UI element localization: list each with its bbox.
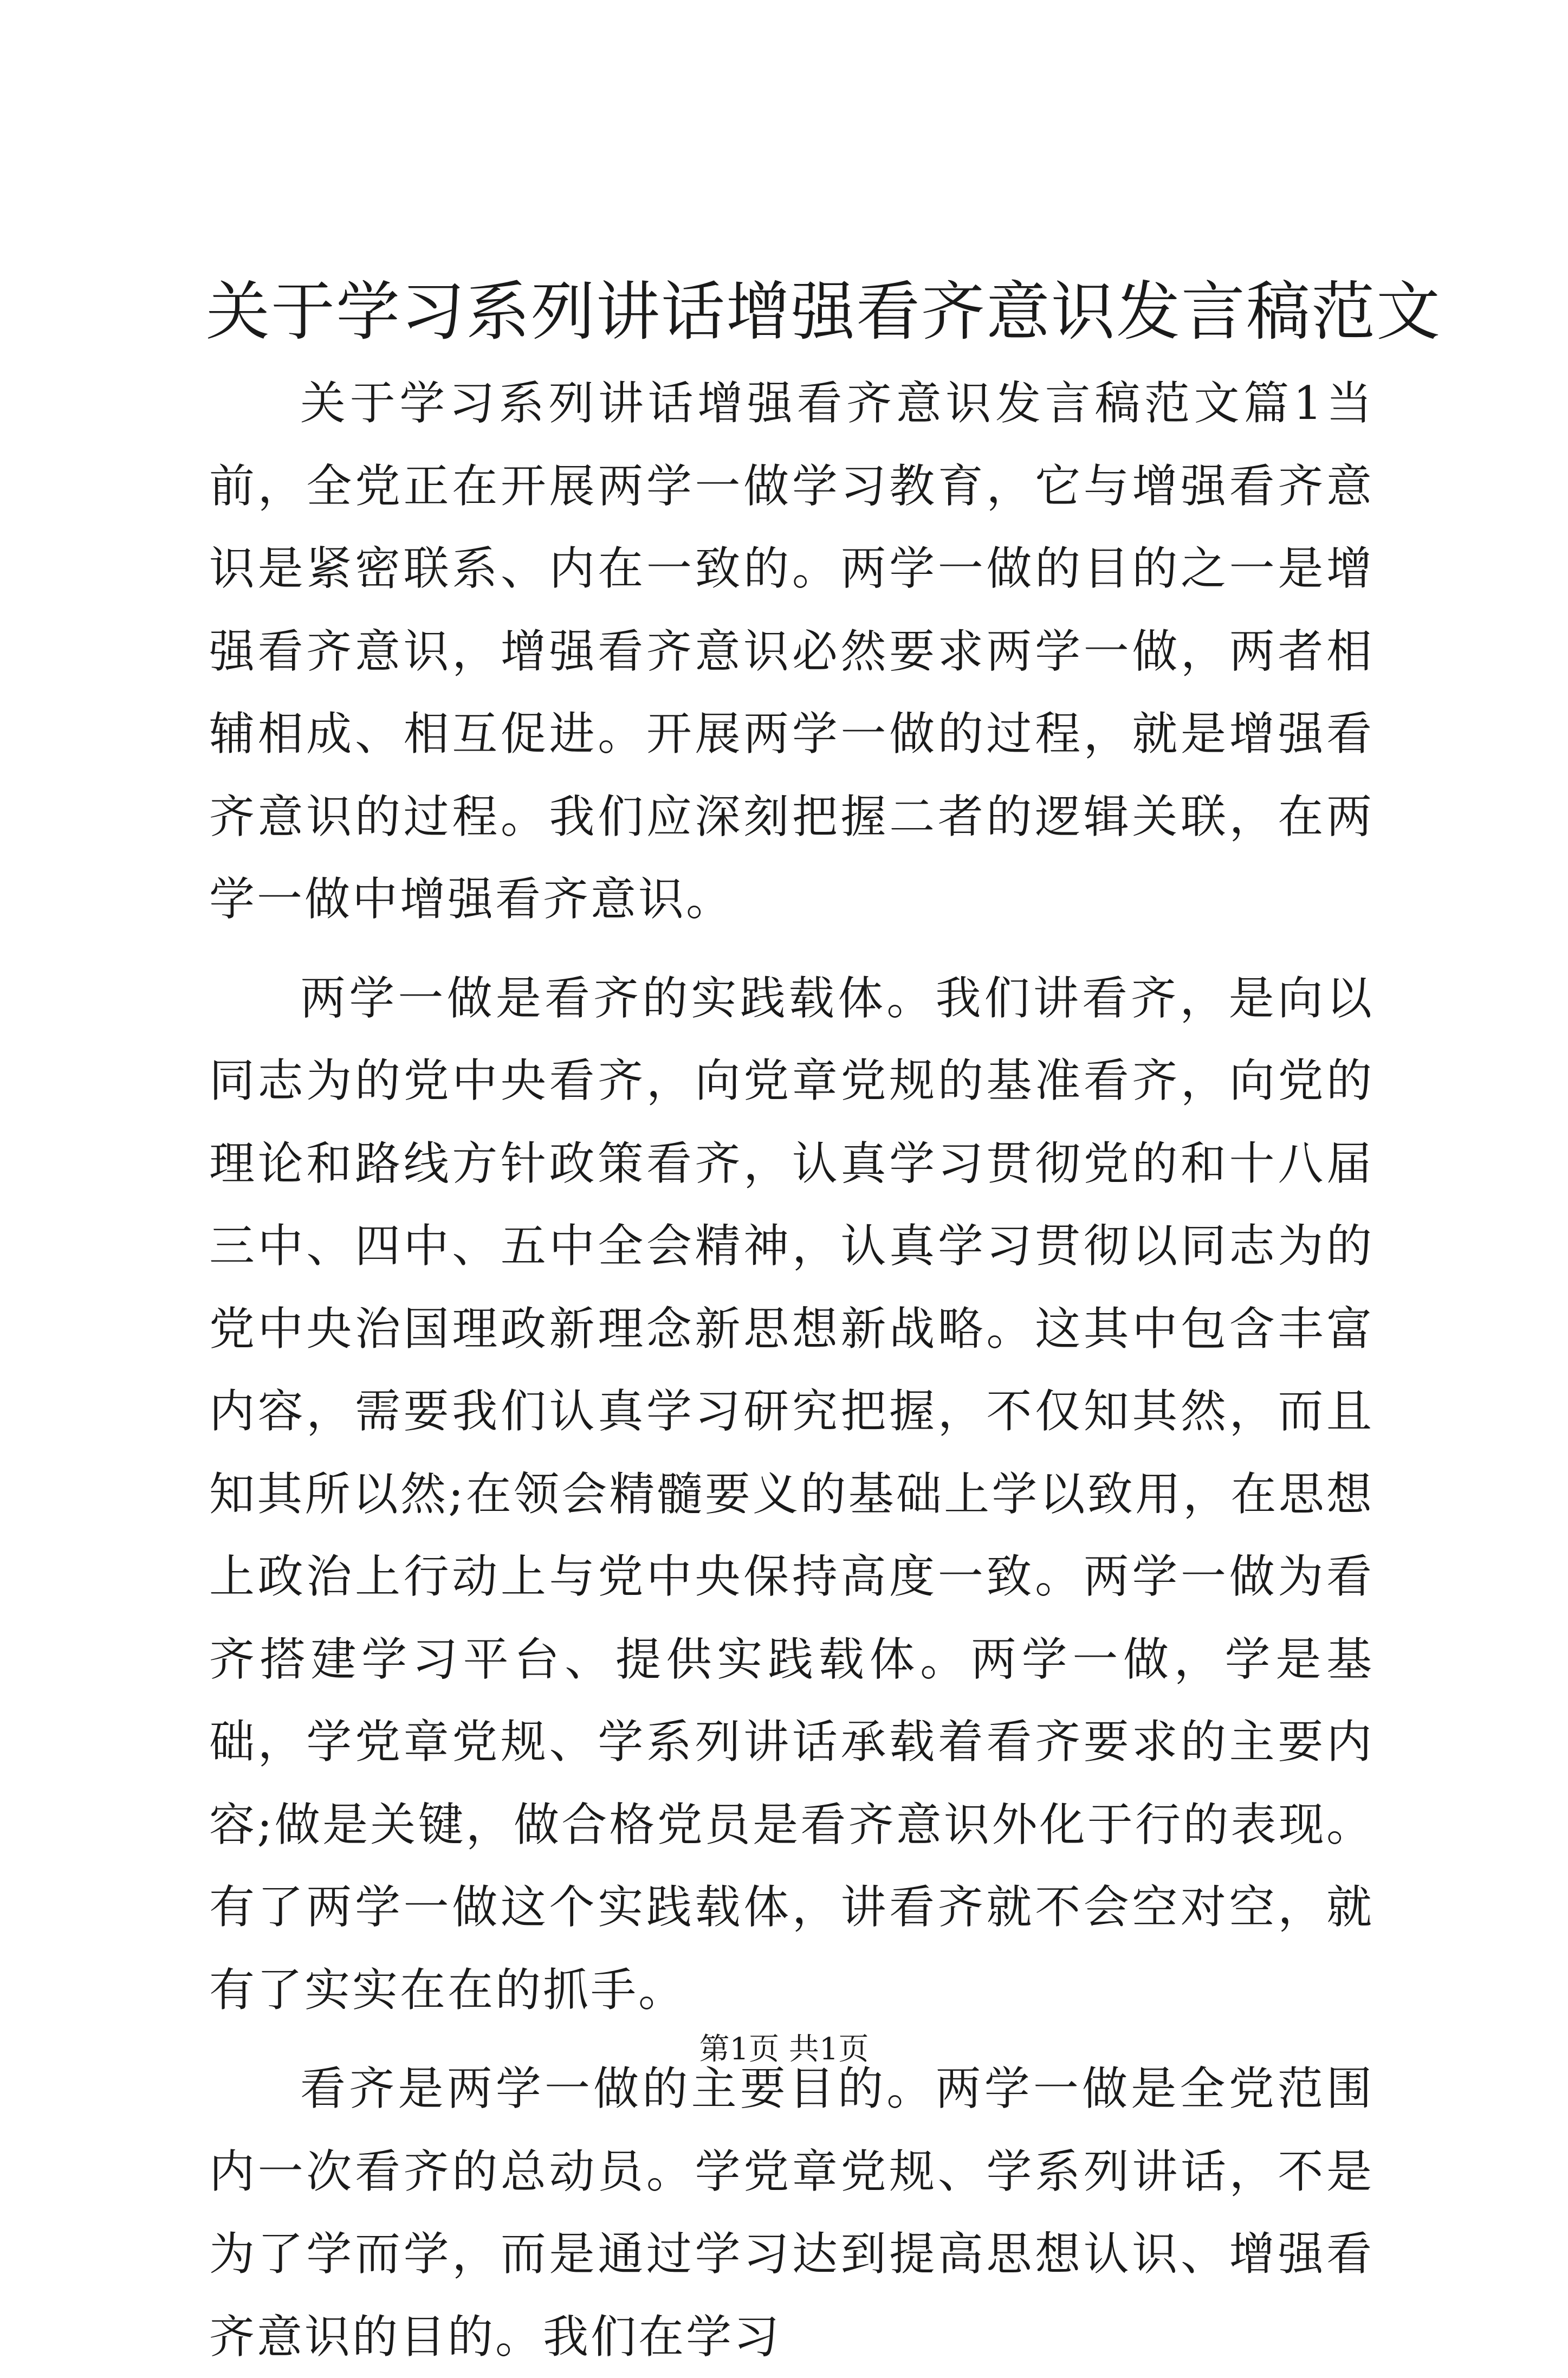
page-footer: 第1页 共1页 — [699, 2032, 869, 2067]
paragraph-3: 看齐是两学一做的主要目的。两学一做是全党范围内一次看齐的总动员。学党章党规、学系列讲话，不是为了学而学，而是通过学习达到提高思想认识、增强看齐意识的目的。我们在学习 — [209, 2062, 1374, 2363]
document-title: 关于学习系列讲话增强看齐意识发言稿范文 — [206, 274, 1442, 349]
paragraph-2: 两学一做是看齐的实践载体。我们讲看齐，是向以同志为的党中央看齐，向党章党规的基准看齐，向党的理论和路线方针政策看齐，认真学习贯彻党的和十八届三中、四中、五中全会精神，认真学习贯彻以同志为的党中央治国理政新理念新思想新战略。这其中包含丰富内容，需要我们认真学习研究把握，不仅知其然，而且知其所以然;在领会精髓要义的基础上学以致用，在思想上政治上行动上与党中央保持高度一致。两学一做为看齐搭建学习平台、提供实践载体。两学一做，学是基础，学党章党规、学系列讲话承载着看齐要求的主要内容;做是关键，做合格党员是看齐意识外化于行的表现。有了两学一做这个实践载体，讲看齐就不会空对空，就有了实实在在的抓手。 — [209, 971, 1374, 2017]
paragraph-1: 关于学习系列讲话增强看齐意识发言稿范文篇1当前，全党正在开展两学一做学习教育，它与增强看齐意识是紧密联系、内在一致的。两学一做的目的之一是增强看齐意识，增强看齐意识必然要求两学一做，两者相辅相成、相互促进。开展两学一做的过程，就是增强看齐意识的过程。我们应深刻把握二者的逻辑关联，在两学一做中增强看齐意识。 — [209, 377, 1374, 926]
document-body — [209, 362, 1374, 2378]
